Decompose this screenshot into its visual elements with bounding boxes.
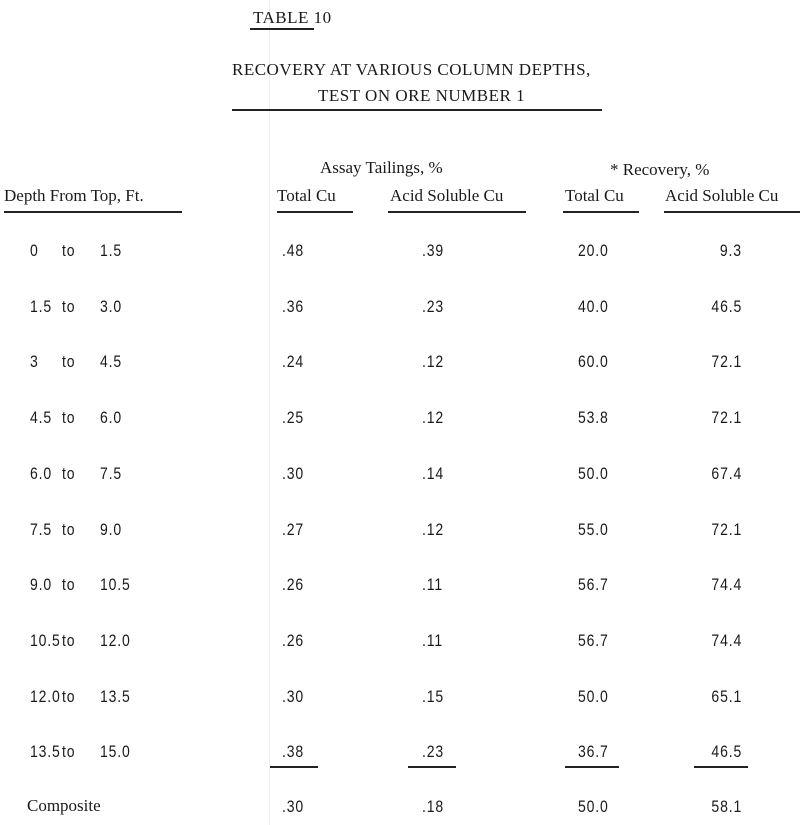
cell-rec-acid: 58.1 — [711, 798, 742, 816]
depth-from: 10.5 — [30, 631, 61, 650]
cell-assay-total: .30 — [282, 798, 305, 816]
col-assay-acid-header: Acid Soluble Cu — [390, 186, 504, 205]
title-line-1: RECOVERY AT VARIOUS COLUMN DEPTHS, — [232, 60, 591, 79]
depth-to: 4.5 — [100, 353, 123, 372]
cell-assay-total: .26 — [282, 631, 305, 650]
cell-rec-total: 55.0 — [578, 520, 609, 539]
depth-to: 9.0 — [100, 520, 123, 539]
cell-assay-total: .25 — [282, 409, 305, 428]
title-underline — [232, 109, 602, 111]
col-depth-header: Depth From Top, Ft. — [4, 186, 144, 205]
cell-rec-total: 56.7 — [578, 576, 609, 595]
total-underline-3 — [565, 766, 619, 768]
cell-assay-acid: .23 — [422, 743, 445, 762]
total-underline-1 — [270, 766, 318, 768]
cell-assay-acid: .18 — [422, 798, 445, 816]
depth-to-word: to — [62, 242, 76, 260]
depth-from: 13.5 — [30, 743, 61, 762]
depth-to-word: to — [62, 687, 76, 706]
cell-rec-acid: 72.1 — [711, 353, 742, 372]
depth-header-underline — [4, 211, 182, 213]
cell-assay-acid: .12 — [422, 353, 445, 372]
table-row — [0, 519, 800, 543]
composite-label: Composite — [27, 796, 101, 815]
table-number: TABLE 10 — [253, 8, 332, 27]
depth-from: 4.5 — [30, 409, 53, 428]
cell-assay-acid: .39 — [422, 242, 445, 260]
depth-to: 3.0 — [100, 297, 123, 316]
cell-assay-acid: .23 — [422, 297, 445, 316]
depth-from: 6.0 — [30, 464, 53, 483]
cell-rec-acid: 74.4 — [711, 576, 742, 595]
col-assay-total-header: Total Cu — [277, 186, 336, 205]
assay-total-underline — [277, 211, 353, 213]
depth-to-word: to — [62, 520, 76, 539]
depth-to: 15.0 — [100, 743, 131, 762]
depth-from: 12.0 — [30, 687, 61, 706]
assay-group-header: Assay Tailings, % — [320, 158, 443, 177]
table-row — [0, 574, 800, 598]
table-row — [0, 407, 800, 431]
depth-to: 13.5 — [100, 687, 131, 706]
col-rec-total-header: Total Cu — [565, 186, 624, 205]
title-line-2: TEST ON ORE NUMBER 1 — [318, 86, 526, 105]
table-row — [0, 741, 800, 765]
table-row — [0, 630, 800, 654]
cell-rec-total: 50.0 — [578, 464, 609, 483]
table-row — [0, 240, 800, 264]
cell-assay-acid: .11 — [422, 631, 444, 650]
cell-rec-total: 50.0 — [578, 798, 609, 816]
rec-total-underline — [563, 211, 639, 213]
depth-to: 6.0 — [100, 409, 123, 428]
cell-rec-total: 36.7 — [578, 743, 609, 762]
table-number-underline — [250, 28, 314, 30]
cell-assay-total: .30 — [282, 464, 305, 483]
depth-to-word: to — [62, 464, 76, 483]
recovery-group-header: * Recovery, % — [610, 160, 710, 179]
cell-assay-acid: .15 — [422, 687, 445, 706]
table-row — [0, 351, 800, 375]
cell-assay-total: .38 — [282, 743, 305, 762]
cell-assay-total: .30 — [282, 687, 305, 706]
depth-to: 1.5 — [100, 242, 123, 260]
cell-assay-total: .26 — [282, 576, 305, 595]
cell-rec-total: 40.0 — [578, 297, 609, 316]
cell-rec-acid: 46.5 — [711, 743, 742, 762]
depth-from: 0 — [30, 242, 39, 260]
table-row — [0, 686, 800, 710]
cell-assay-acid: .14 — [422, 464, 445, 483]
cell-rec-total: 53.8 — [578, 409, 609, 428]
depth-to: 10.5 — [100, 576, 131, 595]
depth-to-word: to — [62, 576, 76, 595]
table-row — [0, 296, 800, 320]
cell-rec-acid: 67.4 — [711, 464, 742, 483]
depth-from: 1.5 — [30, 297, 53, 316]
cell-assay-total: .36 — [282, 297, 305, 316]
depth-to-word: to — [62, 743, 76, 762]
cell-rec-acid: 9.3 — [719, 242, 742, 260]
cell-rec-acid: 72.1 — [711, 520, 742, 539]
depth-to-word: to — [62, 631, 76, 650]
depth-to-word: to — [62, 353, 76, 372]
depth-from: 3 — [30, 353, 39, 372]
total-underline-4 — [694, 766, 748, 768]
depth-from: 7.5 — [30, 520, 53, 539]
cell-rec-total: 20.0 — [578, 242, 609, 260]
cell-rec-acid: 72.1 — [711, 409, 742, 428]
assay-acid-underline — [388, 211, 526, 213]
cell-assay-total: .48 — [282, 242, 305, 260]
depth-to: 7.5 — [100, 464, 123, 483]
depth-from: 9.0 — [30, 576, 53, 595]
col-rec-acid-header: Acid Soluble Cu — [665, 186, 779, 205]
cell-assay-acid: .11 — [422, 576, 444, 595]
depth-to-word: to — [62, 409, 76, 428]
cell-assay-total: .24 — [282, 353, 305, 372]
cell-rec-total: 56.7 — [578, 631, 609, 650]
table-row — [0, 463, 800, 487]
cell-rec-acid: 74.4 — [711, 631, 742, 650]
cell-rec-acid: 65.1 — [711, 687, 742, 706]
cell-assay-acid: .12 — [422, 409, 445, 428]
cell-rec-total: 60.0 — [578, 353, 609, 372]
cell-rec-acid: 46.5 — [711, 297, 742, 316]
depth-to-word: to — [62, 297, 76, 316]
cell-rec-total: 50.0 — [578, 687, 609, 706]
rec-acid-underline — [664, 211, 800, 213]
depth-to: 12.0 — [100, 631, 131, 650]
cell-assay-acid: .12 — [422, 520, 445, 539]
composite-row — [0, 796, 800, 820]
cell-assay-total: .27 — [282, 520, 305, 539]
total-underline-2 — [408, 766, 456, 768]
